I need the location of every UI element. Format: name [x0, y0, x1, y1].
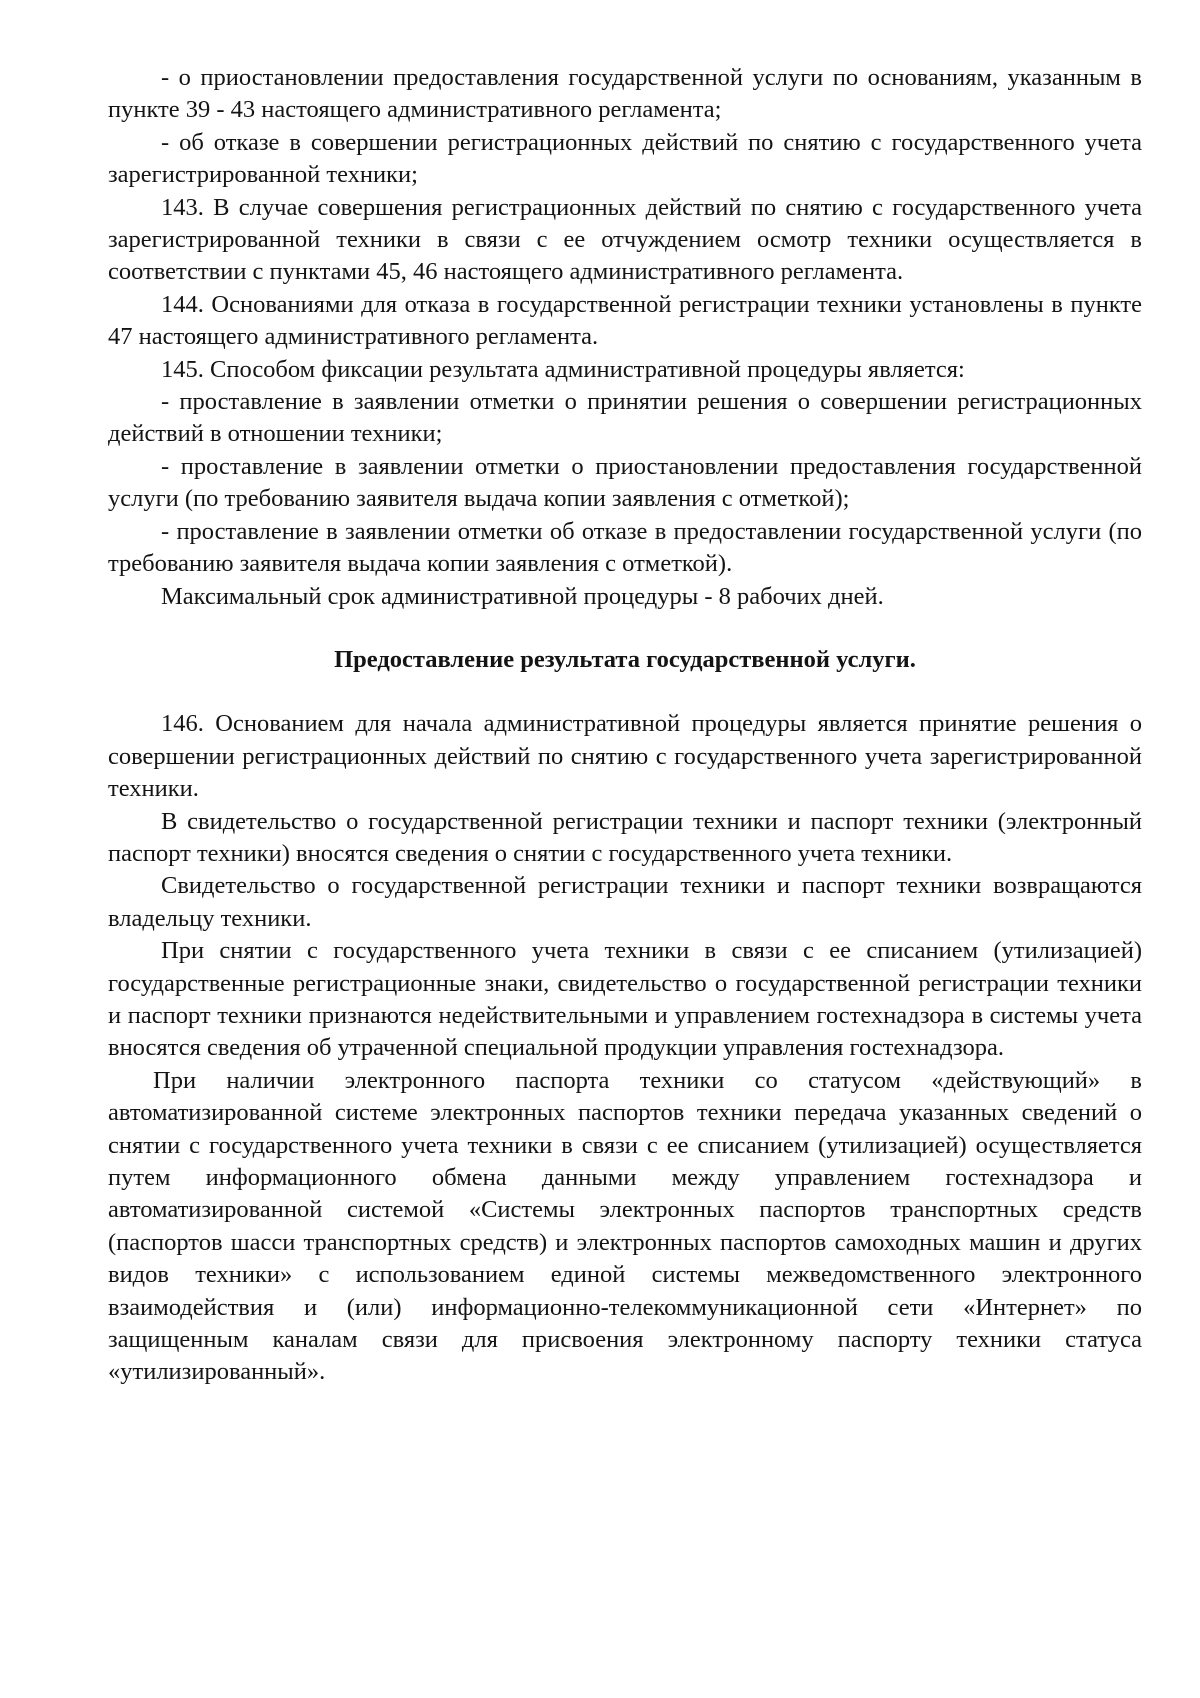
paragraph-refusal-item: - об отказе в совершении регистрационных действий по снятию с государственного учета зарегистрированной техники; — [108, 128, 1142, 189]
paragraph-145-item-2: - проставление в заявлении отметки о приостановлении предоставления государственной услуги (по требованию заявителя выдача копии заявления с отметкой); — [108, 452, 1142, 513]
paragraph-143: 143. В случае совершения регистрационных действий по снятию с государственного учета зарегистрированной техники в связи с ее отчуждением осмотр техники осуществляется в соответствии с пунктами 45, 46 настоящего административного регламента. — [108, 193, 1142, 286]
paragraph-max-term: Максимальный срок административной процедуры - 8 рабочих дней. — [161, 582, 884, 610]
paragraph-145-item-1: - проставление в заявлении отметки о принятии решения о совершении регистрационных действий в отношении техники; — [108, 388, 1142, 448]
paragraph-suspension-item: - о приостановлении предоставления государственной услуги по основаниям, указанным в пункте 39 - 43 настоящего административного регламента; — [108, 64, 1142, 124]
paragraph-144: 144. Основаниями для отказа в государственной регистрации техники установлены в пункте 47 настоящего административного регламента. — [108, 290, 1142, 351]
paragraph-145: 145. Способом фиксации результата административной процедуры является: — [161, 355, 965, 383]
paragraph-146: 146. Основанием для начала административной процедуры является принятие решения о совершении регистрационных действий по снятию с государственного учета зарегистрированной техники. — [108, 710, 1142, 803]
paragraph-write-off: При снятии с государственного учета техники в связи с ее списанием (утилизацией) государственные регистрационные знаки, свидетельство о государственной регистрации техники и паспорт техники признаются недействительными и управлением гостехнадзора в системы учета вносятся сведения об утраченной специальной продукции управления гостехнадзора. — [108, 937, 1142, 1062]
paragraph-certificate-entry: В свидетельство о государственной регистрации техники и паспорт техники (электронный паспорт техники) вносятся сведения о снятии с государственного учета техники. — [108, 807, 1142, 867]
paragraph-electronic-passport: При наличии электронного паспорта техники со статусом «действующий» в автоматизированной системе электронных паспортов техники передача указанных сведений о снятии с государственного учета техники в связи с ее списанием (утилизацией) осуществляется путем информационного обмена данными между управлением гостехнадзора и автоматизированной системой «Системы электронных паспортов транспортных средств (паспортов шасси транспортных средств) и электронных паспортов самоходных машин и других видов техники» с использованием единой системы межведомственного электронного взаимодействия и (или) информационно-телекоммуникационной сети «Интернет» по защищенным каналам связи для присвоения электронному паспорту техники статуса «утилизированный». — [108, 1066, 1142, 1386]
paragraph-certificate-return: Свидетельство о государственной регистрации техники и паспорт техники возвращаются владельцу техники. — [108, 872, 1142, 932]
section-heading: Предоставление результата государственной услуги. — [334, 645, 916, 673]
paragraph-145-item-3: - проставление в заявлении отметки об отказе в предоставлении государственной услуги (по требованию заявителя выдача копии заявления с отметкой). — [108, 517, 1142, 578]
